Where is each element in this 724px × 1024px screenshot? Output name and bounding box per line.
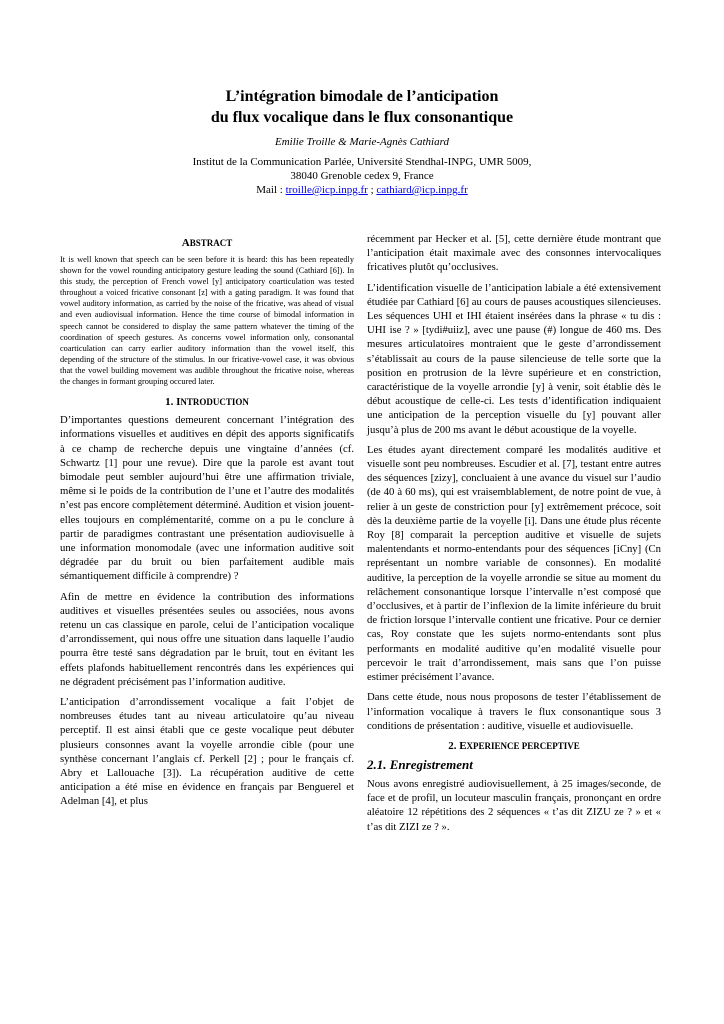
title-line-1: L’intégration bimodale de l’anticipation: [225, 88, 499, 105]
abstract-text: It is well known that speech can be seen before it is heard: this has been repeatedly shown for the vowel rounding anticipatory gesture leading the sound (Cathiard [6]). In this study, the perception of French vowel [y] anticipatory coarticulation was tested throughout a voiced fricative consonant [z] with a gating paradigm. It was found that vowel auditory information, as carried by the noise of the fricative, was ahead of visual and even audiovisual information. Hence the time course of bimodal information in speech cannot be considered to display the same pattern whatever the timing of the coordination of speech gestures. As concerns vowel information only, consonantal coarticulation can carry earlier auditory information than the vowel itself, this depending of the structure of the stimulus. In our fricative-vowel case, it was obvious that the vowel building movement was audible throughout the fricative noise, whereas the changes in formant grouping occured later.: [60, 255, 354, 387]
abstract-heading: ABSTRACT: [181, 237, 233, 249]
email-link-troille[interactable]: troille@icp.inpg.fr: [285, 184, 368, 196]
email-link-cathiard[interactable]: cathiard@icp.inpg.fr: [376, 184, 468, 196]
right-column: [367, 232, 661, 840]
paper-title: [0, 86, 724, 128]
intro-paragraph-5: Les études ayant directement comparé les modalités auditive et visuelle sont peu nombreuses. Escudier et al. [7], testant entre autres des séquences [zizy], concluaient à une avance du visuel sur l’audio (de 40 à 60 ms), qui est vraisemblablement, de notre point de vue, à relier à un geste de constriction pour [y] extrêmement précoce, soit dès la deuxième partie de la voyelle [i]. Dans une étude plus récente Roy [8] comparait la perception auditive et visuelle de sujets malentendants et normo-entendants pour des séquences [iCny] (Cn représentant un nombre variable de consonnes). En modalité auditive, la perception de la voyelle arrondie se situe au moment du relâchement consonantique lorsque l’intervalle n’est composé que d’occlusives, et à partir de l’inflexion de la limite inférieure du bruit de friction lorsque l’intervalle contient une fricative. Pour ce dernier cas, Roy constate que les sujets normo-entendants sont plus performants en modalité auditive qu’en modalité visuelle pour percevoir le trait d’arrondissement, mais sans que l’on puisse estimer précisément l’avance.: [367, 443, 661, 684]
paper-header: [0, 86, 724, 197]
affiliation: [0, 155, 724, 197]
affiliation-line-1: Institut de la Communication Parlée, Université Stendhal-INPG, UMR 5009,: [192, 156, 532, 168]
title-line-2: du flux vocalique dans le flux consonantique: [210, 109, 514, 126]
intro-paragraph-2: Afin de mettre en évidence la contribution des informations auditives et visuelles présentées seules ou associées, nous avons retenu un cas classique en parole, celui de l’anticipation vocalique d’arrondissement, qui nous offre une situation dans laquelle l’audio pourra être testé sans dégradation par le bruit, tout en évitant les effets plafonds habituellement rencontrés dans les expériences qui ne dégradent précisément pas l’information auditive.: [60, 590, 354, 688]
intro-paragraph-1: D’importantes questions demeurent concernant l’intégration des informations visuelles et auditives en dépit des apports significatifs à ce champ de recherche depuis une vingtaine d’années (cf. Schwartz [1] pour une revue). Dire que la parole est avant tout bimodale peut sembler aujourd’hui être une affirmation triviale, même si le poids de la contribution de l’une et l’autre des modalités n’est pas encore complètement déterminé. Audition et vision jouent-elles toujours en complémentarité, comme on a pu le conclure à partir de paradigmes contrastant une présentation audiovisuelle à une information monomodale (avec une information auditive soit dégradée par du bruit ou bien parfaitement audible mais sémantiquement difficile à comprendre) ?: [60, 414, 354, 583]
authors: Emilie Troille & Marie-Agnès Cathiard: [275, 136, 449, 148]
mail-label: Mail :: [256, 184, 283, 196]
subsection-enregistrement-heading: 2.1. Enregistrement: [367, 756, 473, 772]
intro-paragraph-6: Dans cette étude, nous nous proposons de tester l’établissement de l’information vocalique à travers le flux consonantique sous 3 conditions de présentation : auditive, visuelle et audiovisuelle.: [367, 691, 661, 732]
intro-paragraph-3: L’anticipation d’arrondissement vocalique a fait l’objet de nombreuses études tant au niveau articulatoire qu’au niveau perceptif. Il est ainsi établi que ce geste vocalique peut débuter plusieurs consonnes avant la voyelle arrondie cible (pour une synthèse concernant l’anglais cf. Perkell [2] ; pour le français cf. Abry et Lallouache [3]). La récupération auditive de cette anticipation a été mise en évidence en français par Benguerel et Adelman [4], et plus: [60, 695, 354, 808]
experience-heading: 2. EXPERIENCE PERCEPTIVE: [448, 739, 580, 752]
introduction-heading: 1. INTRODUCTION: [165, 396, 249, 409]
left-column: [60, 232, 354, 815]
enregistrement-paragraph: Nous avons enregistré audiovisuellement, à 25 images/seconde, de face et de profil, un locuteur masculin français, prononçant en ordre aléatoire 12 répétitions des 2 séquences « t’as dit ZIZU ze ? » et « t’as dit ZIZI ze ? ».: [367, 777, 661, 833]
mail-separator: ;: [370, 184, 374, 196]
mail-line: [256, 184, 468, 196]
intro-paragraph-4: L’identification visuelle de l’anticipation labiale a été extensivement étudiée par Cathiard [6] au cours de pauses acoustiques silencieuses. Les séquences UHI et IHI étaient insérées dans la phrase « tu dis : UHI ise ? » [tydi#uiiz], avec une pause (#) longue de 460 ms. Des mesures articulatoires montraient que le geste d’arrondissement s’établissait au cours de la pause silencieuse de telle sorte que la position en protrusion de la lèvre supérieure et en constriction, caractéristique de la voyelle arrondie [y] à venir, soit établie dès le début acoustique de celle-ci. Les tests d’identification indiquaient une anticipation de la perception visuelle du [y] pouvant aller jusqu’à plus de 200 ms avant le début acoustique de la voyelle.: [367, 281, 661, 436]
intro-paragraph-3-continued: récemment par Hecker et al. [5], cette dernière étude montrant que l’anticipation était maximale avec des consonnes intervocaliques fricatives plutôt qu’occlusives.: [367, 233, 661, 274]
affiliation-line-2: 38040 Grenoble cedex 9, France: [290, 170, 434, 182]
